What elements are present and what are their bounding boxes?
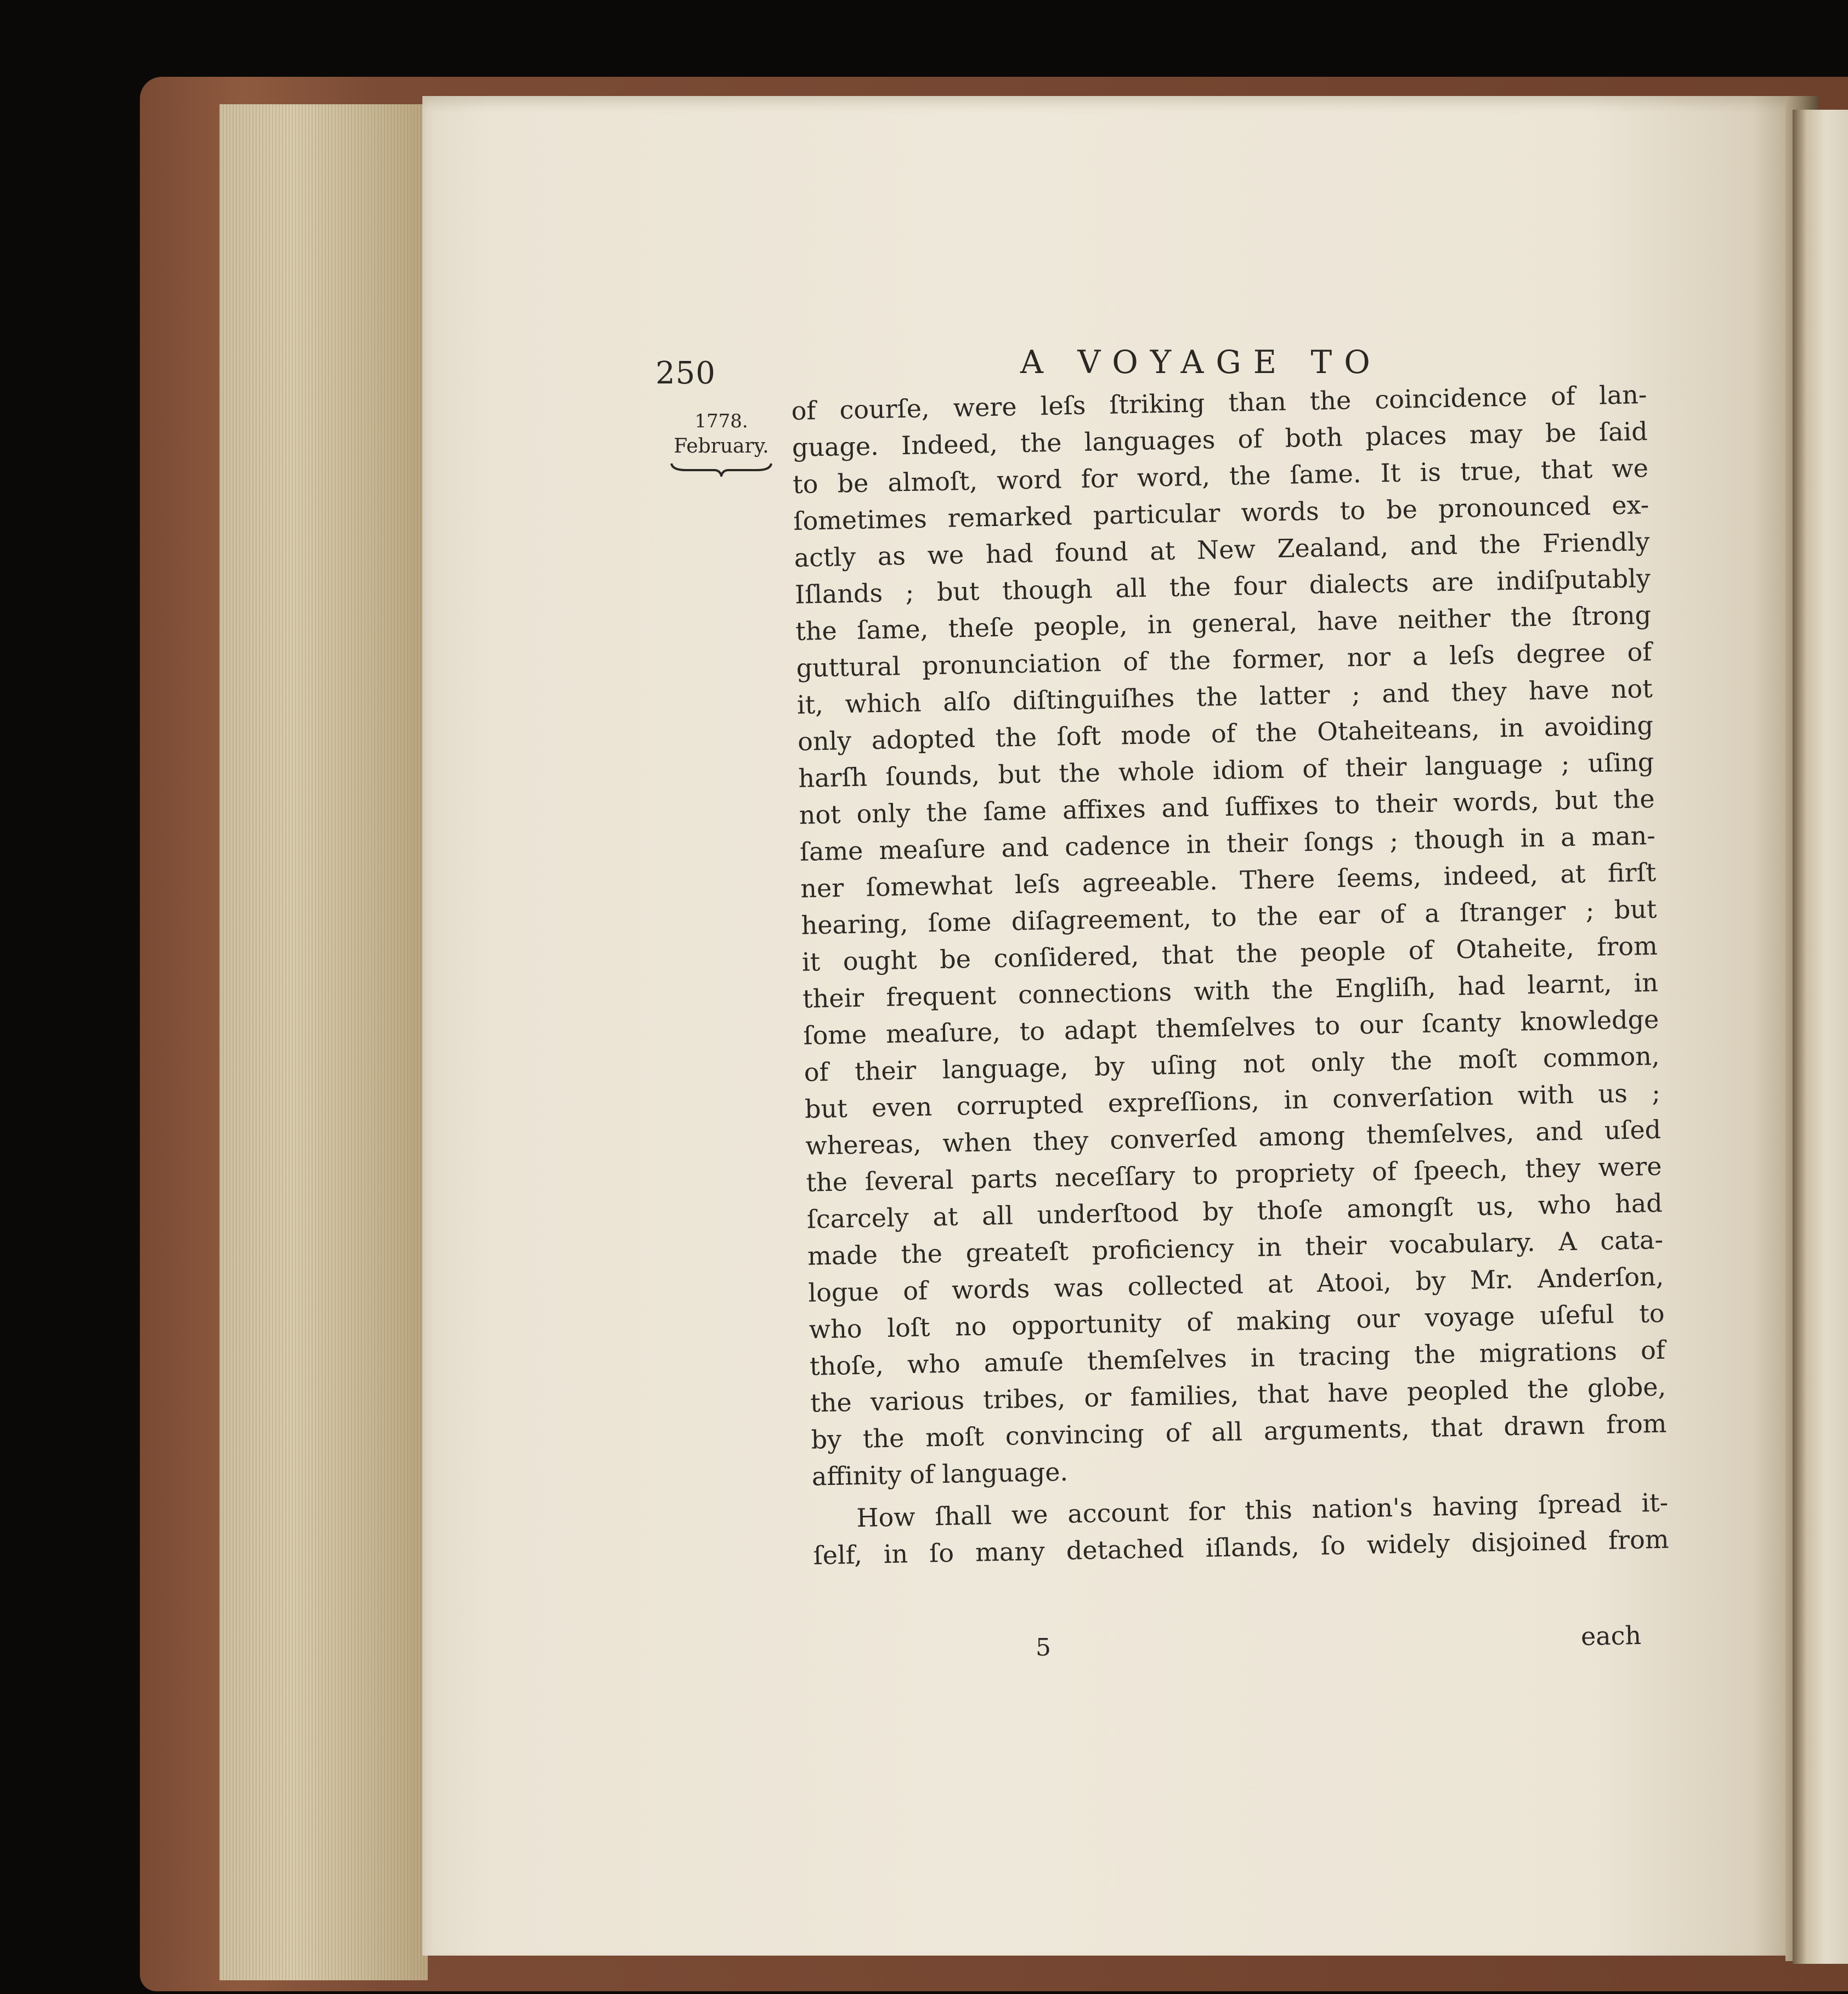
text-line: only adopted the ſoft mode of the Otaheiteans, in avoiding	[797, 710, 1654, 756]
text-line: to be almoſt, word for word, the ſame. It is true, that we	[792, 453, 1649, 499]
text-line: who loſt no opportunity of making our voyage uſeful to	[809, 1298, 1665, 1345]
text-line: actly as we had found at New Zealand, and the Friendly	[794, 527, 1651, 573]
margin-month: February.	[674, 435, 769, 457]
text-line: hearing, ſome diſagreement, to the ear of a ſtranger ; but	[801, 894, 1657, 940]
text-line: but even corrupted expreſſions, in converſation with us ;	[804, 1077, 1661, 1124]
signature-mark: 5	[1036, 1634, 1051, 1662]
body-text	[791, 376, 1669, 1574]
running-head: A VOYAGE TO	[1020, 343, 1382, 381]
text-line: the ſeveral parts neceſſary to propriety of ſpeech, they were	[806, 1151, 1662, 1197]
text-line: ſome meaſure, to adapt themſelves to our ſcanty knowledge	[803, 1004, 1659, 1050]
text-line: of courſe, were leſs ſtriking than the coincidence of lan-	[791, 380, 1647, 426]
text-line: How ſhall we account for this nation's having ſpread it-	[856, 1487, 1669, 1533]
text-line: ner ſomewhat leſs agreeable. There ſeems, indeed, at firſt	[800, 857, 1657, 903]
text-line: the various tribes, or families, that have peopled the globe,	[810, 1371, 1666, 1418]
margin-date-note	[664, 409, 779, 477]
text-line: ſelf, in ſo many detached iſlands, ſo widely disjoined from	[813, 1524, 1669, 1571]
page-edges	[219, 104, 428, 1980]
text-line: Iſlands ; but though all the four dialects are indiſputably	[794, 563, 1651, 609]
text-line: logue of words was collected at Atooi, by Mr. Anderſon,	[807, 1261, 1664, 1308]
text-line: by the moſt convincing of all arguments, that drawn from	[811, 1408, 1667, 1455]
text-line: harſh ſounds, but the whole idiom of their language ; uſing	[798, 747, 1654, 793]
text-line: it ought be conſidered, that the people of Otaheite, from	[801, 930, 1658, 977]
text-line: their frequent connections with the Engliſh, had learnt, in	[802, 967, 1659, 1014]
text-line: it, which alſo diſtinguiſhes the latter ; and they have not	[796, 673, 1653, 720]
catchword: each	[1580, 1620, 1642, 1652]
page-number: 250	[655, 355, 716, 391]
text-line: of their language, by uſing not only the moſt common,	[804, 1041, 1660, 1087]
text-line: ſame meaſure and cadence in their ſongs ; though in a man-	[799, 820, 1656, 867]
text-line: the ſame, theſe people, in general, have neither the ſtrong	[795, 600, 1652, 646]
text-line: guttural pronunciation of the former, nor a leſs degree of	[796, 636, 1652, 683]
text-line: made the greateſt proficiency in their vocabulary. A cata-	[807, 1224, 1664, 1271]
text-line: whereas, when they converſed among themſelves, and uſed	[805, 1114, 1661, 1161]
facing-page-edge	[1793, 110, 1848, 1964]
text-line: thoſe, who amuſe themſelves in tracing the migrations of	[809, 1335, 1666, 1381]
margin-year: 1778.	[694, 410, 748, 432]
text-line: ſcarcely at all underſtood by thoſe amongſt us, who had	[806, 1188, 1663, 1234]
text-line: affinity of language.	[811, 1456, 1069, 1492]
text-line: guage. Indeed, the languages of both places may be ſaid	[792, 416, 1648, 462]
brace-icon	[669, 460, 773, 477]
text-line: not only the ſame affixes and ſuffixes to their words, but the	[799, 783, 1655, 830]
text-line: ſometimes remarked particular words to be pronounced ex-	[793, 490, 1649, 536]
